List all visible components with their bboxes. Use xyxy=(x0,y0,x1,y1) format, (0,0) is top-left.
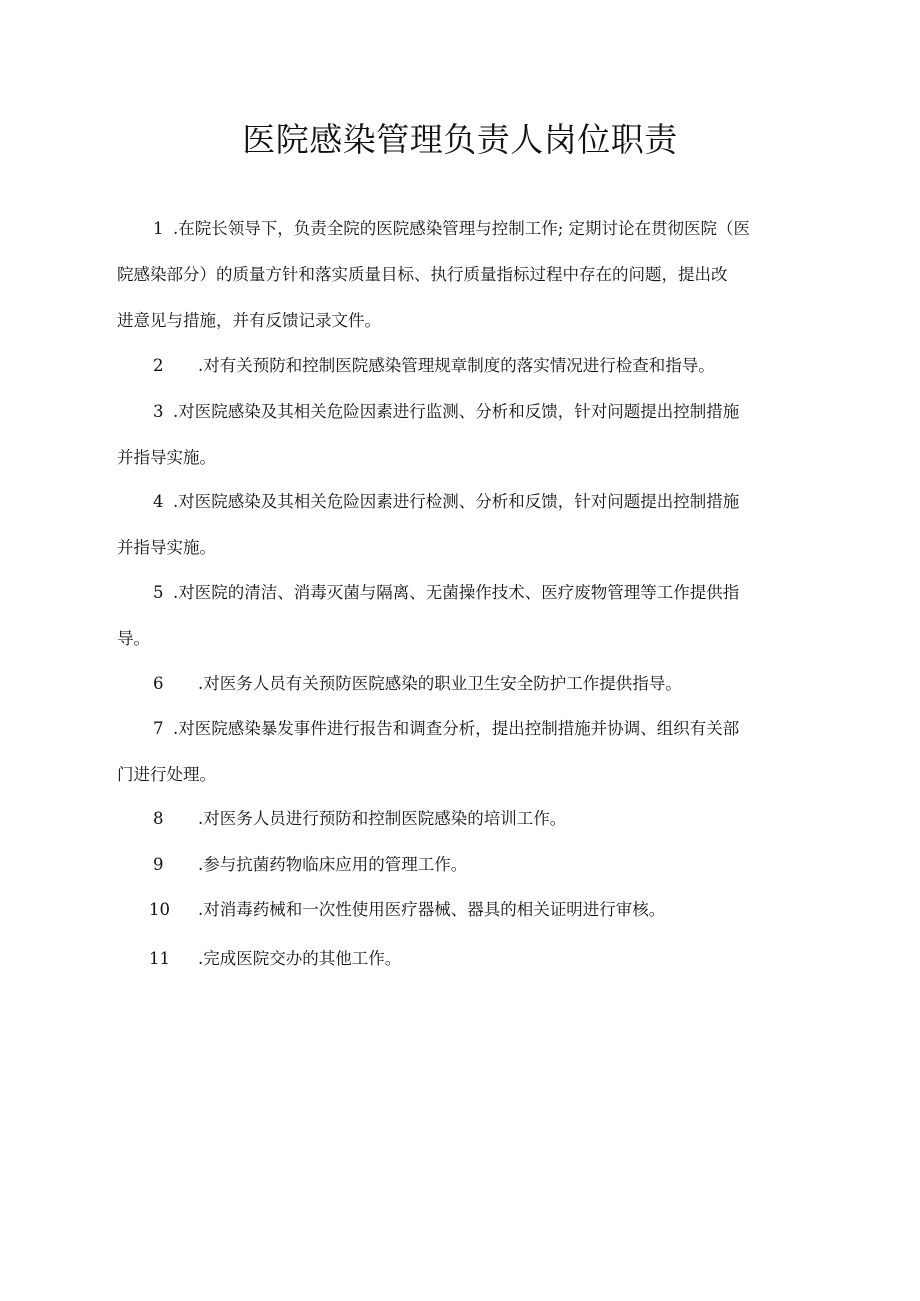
item-text: 进意见与措施，并有反馈记录文件。 xyxy=(117,311,381,330)
item-number: 7 xyxy=(153,719,164,738)
item-text: .对医院的清洁、消毒灭菌与隔离、无菌操作技术、医疗废物管理等工作提供指 xyxy=(173,583,740,602)
item-text: .对医院感染及其相关危险因素进行监测、分析和反馈，针对问题提出控制措施 xyxy=(173,402,740,421)
duty-line xyxy=(0,252,920,298)
duty-line xyxy=(0,661,920,707)
item-text: .对医务人员进行预防和控制医院感染的培训工作。 xyxy=(198,809,567,828)
duty-item-3 xyxy=(0,389,920,481)
duty-item-4 xyxy=(0,479,920,571)
duty-line xyxy=(0,842,920,888)
duty-line xyxy=(0,570,920,616)
item-number: 4 xyxy=(153,492,164,511)
item-text: .对有关预防和控制医院感染管理规章制度的落实情况进行检查和指导。 xyxy=(198,356,715,375)
item-text: .在院长领导下，负责全院的医院感染管理与控制工作; 定期讨论在贯彻医院（医 xyxy=(173,219,751,238)
duty-line xyxy=(0,887,920,933)
item-text: .对医院感染及其相关危险因素进行检测、分析和反馈，针对问题提出控制措施 xyxy=(173,492,740,511)
duty-line xyxy=(0,389,920,435)
item-text: .对医院感染暴发事件进行报告和调查分析，提出控制措施并协调、组织有关部 xyxy=(173,719,740,738)
duty-line xyxy=(0,752,920,798)
item-number: 11 xyxy=(149,949,170,968)
duty-line xyxy=(0,206,920,252)
duty-item-9 xyxy=(0,842,920,888)
item-number: 10 xyxy=(149,900,170,919)
duty-item-2 xyxy=(0,343,920,389)
item-text: .完成医院交办的其他工作。 xyxy=(198,949,402,968)
duty-item-7 xyxy=(0,706,920,798)
duty-line xyxy=(0,616,920,662)
item-text: 并指导实施。 xyxy=(117,448,216,467)
duty-item-5 xyxy=(0,570,920,662)
duty-line xyxy=(0,706,920,752)
duty-line xyxy=(0,343,920,389)
duty-line xyxy=(0,479,920,525)
duty-item-11 xyxy=(0,936,920,982)
duty-item-1 xyxy=(0,206,920,344)
item-number: 2 xyxy=(153,356,164,375)
duty-line xyxy=(0,936,920,982)
item-number: 8 xyxy=(153,809,164,828)
item-text: 门进行处理。 xyxy=(117,765,216,784)
item-number: 9 xyxy=(153,855,164,874)
duty-item-8 xyxy=(0,796,920,842)
duty-item-10 xyxy=(0,887,920,933)
item-text: 院感染部分）的质量方针和落实质量目标、执行质量指标过程中存在的问题，提出改 xyxy=(117,265,728,284)
item-number: 5 xyxy=(153,583,164,602)
item-number: 1 xyxy=(153,219,164,238)
item-text: 并指导实施。 xyxy=(117,538,216,557)
item-text: .对医务人员有关预防医院感染的职业卫生安全防护工作提供指导。 xyxy=(198,674,682,693)
document-title: 医院感染管理负责人岗位职责 xyxy=(242,120,678,159)
duty-item-6 xyxy=(0,661,920,707)
duty-line xyxy=(0,525,920,571)
item-text: .对消毒药械和一次性使用医疗器械、器具的相关证明进行审核。 xyxy=(198,900,666,919)
duty-line xyxy=(0,298,920,344)
duty-line xyxy=(0,796,920,842)
item-text: .参与抗菌药物临床应用的管理工作。 xyxy=(198,855,468,874)
item-text: 导。 xyxy=(117,629,150,648)
item-number: 6 xyxy=(153,674,164,693)
item-number: 3 xyxy=(153,402,164,421)
duty-line xyxy=(0,435,920,481)
